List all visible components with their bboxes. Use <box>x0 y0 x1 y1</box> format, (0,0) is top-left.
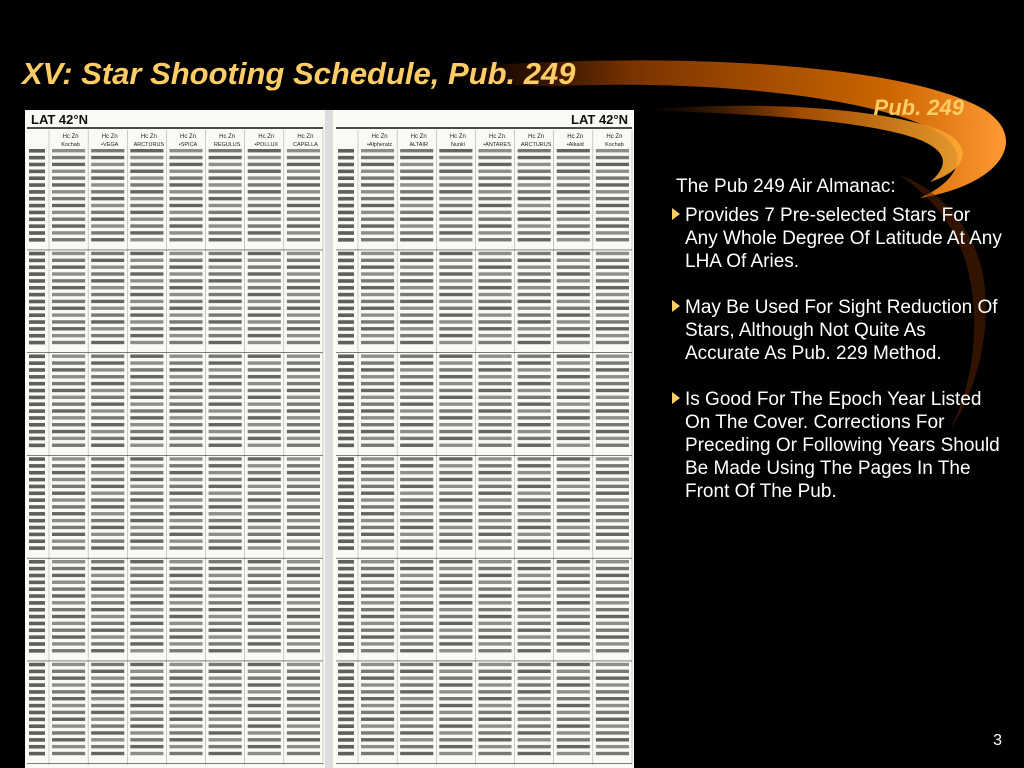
bullet-epoch <box>672 388 1002 503</box>
table-column-header: Hc Zn <box>567 134 584 140</box>
bullet-text: Is Good For The Epoch Year Listed On The Cover. Corrections For Preceding Or Following Years Should Be Made Using The Pages In The Front Of The Pub. <box>685 389 1000 502</box>
table-star-name: •Alpheratz <box>366 142 393 148</box>
table-star-name: ARCTURUS <box>520 142 552 148</box>
bullet-text: Provides 7 Pre-selected Stars For Any Whole Degree Of Latitude At Any LHA Of Aries. <box>685 205 1002 272</box>
table-star-name: Kochab <box>605 142 624 148</box>
table-column-header: Hc Zn <box>219 134 236 140</box>
slide-title: XV: Star Shooting Schedule, Pub. 249 <box>22 56 576 91</box>
bullet-stars <box>672 204 1002 273</box>
page-number: 3 <box>993 732 1002 749</box>
table-star-name: •POLLUX <box>254 142 279 148</box>
content-block <box>672 175 1002 526</box>
bullet-accuracy <box>672 296 1002 365</box>
table-star-name: Nunki <box>450 142 465 148</box>
table-star-name: •SPICA <box>178 142 198 148</box>
table-star-name: •VEGA <box>101 142 119 148</box>
table-star-name: •ANTARES <box>483 142 511 148</box>
table-column-header: Hc Zn <box>258 134 275 140</box>
table-column-header: Hc Zn <box>449 134 466 140</box>
table-star-name: ARCTURUS <box>133 142 165 148</box>
intro-text: The Pub 249 Air Almanac: <box>676 176 896 197</box>
table-column-header: Hc Zn <box>606 134 623 140</box>
table-star-name: ALTAIR <box>409 142 428 148</box>
pub249-table-scan <box>25 110 634 768</box>
table-star-name: Kochab <box>61 142 80 148</box>
table-latitude-label: LAT 42°N <box>571 112 628 127</box>
bullet-arrow-icon <box>672 208 680 220</box>
table-star-name: •Alkaid <box>566 142 584 148</box>
bullet-arrow-icon <box>672 392 680 404</box>
table-column-header: Hc Zn <box>179 134 197 140</box>
table-star-name: REGULUS <box>213 142 241 148</box>
table-latitude-label: LAT 42°N <box>31 112 88 127</box>
bullet-text: May Be Used For Sight Reduction Of Stars, Although Not Quite As Accurate As Pub. 229 Method. <box>685 297 998 364</box>
table-column-header: Hc Zn <box>528 134 545 140</box>
table-column-header: Hc Zn <box>62 134 79 140</box>
table-column-header: Hc Zn <box>488 134 506 140</box>
table-column-header: Hc Zn <box>140 134 157 140</box>
bullet-arrow-icon <box>672 300 680 312</box>
table-column-header: Hc Zn <box>297 134 314 140</box>
slide-subtitle: Pub. 249 <box>873 95 964 120</box>
table-column-header: Hc Zn <box>410 134 427 140</box>
table-star-name: CAPELLA <box>293 142 318 148</box>
table-column-header: Hc Zn <box>371 134 388 140</box>
table-column-header: Hc Zn <box>101 134 118 140</box>
